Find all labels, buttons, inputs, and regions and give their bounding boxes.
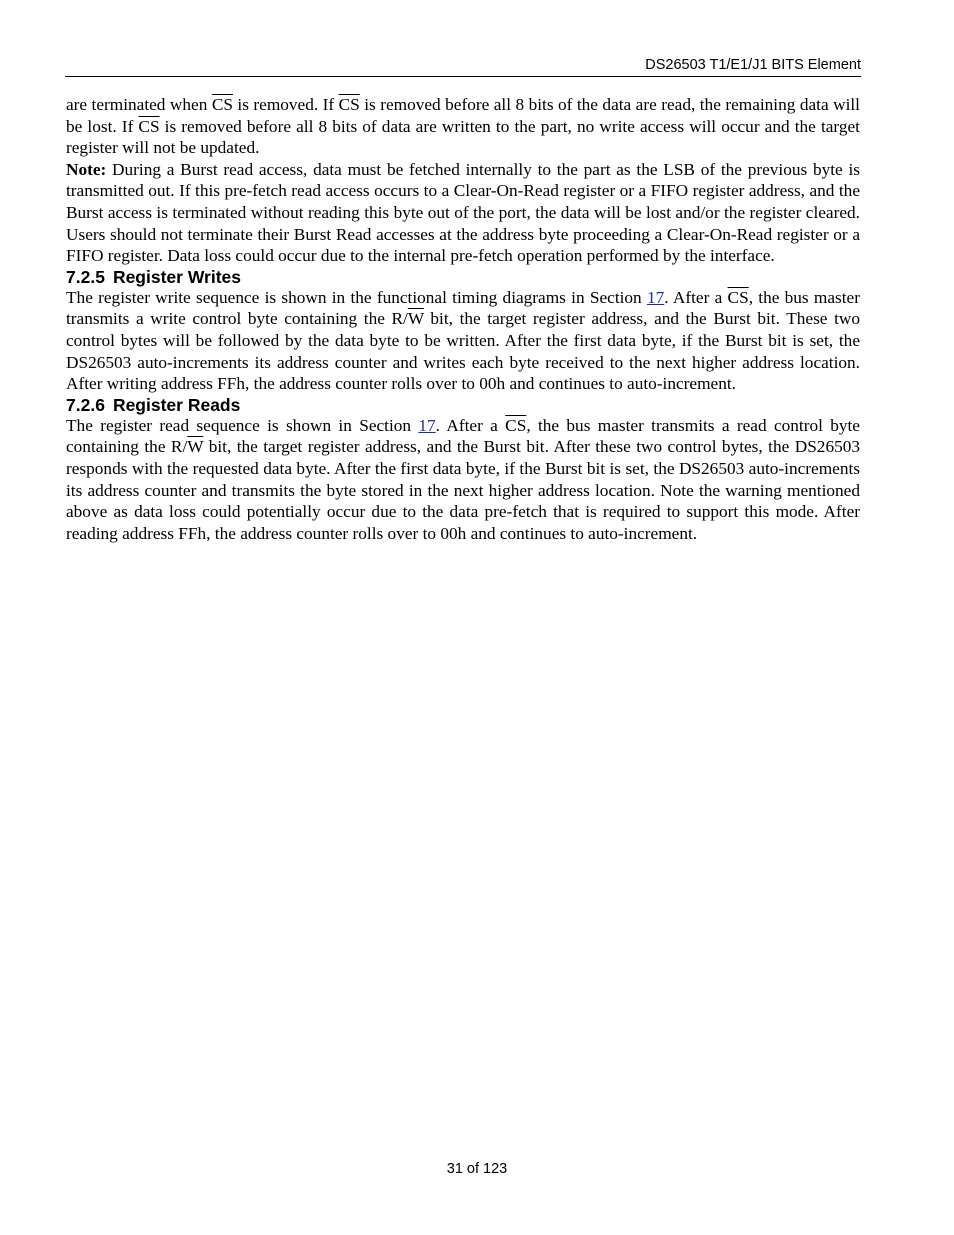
paragraph-register-reads: The register read sequence is shown in Section 17. After a $\overline{CS}$, the bus master transmits a read control byte containing the $R/\overline{W}$ bit, the target register address, and the Burst bit. After these two control bytes, the DS26503 responds with the requested data byte. After the first data byte, if the Burst bit is set, the DS26503 auto-increments its address counter and transmits the byte stored in the next higher address location. Note the warning mentioned above as data loss could potentially occur due to the data pre-fetch that is required to support this mode. After reading address FFh, the address counter rolls over to 00h and continues to auto-increment.	[66, 415, 861, 543]
cs-overline: $\overline{CS}$	[505, 415, 527, 435]
paragraph-register-writes: The register write sequence is shown in the functional timing diagrams in Section 17. After a $\overline{CS}$, the bus master transmits a write control byte containing the $R/\overline{W}$ bit, the target register address, and the Burst bit. These two control bytes will be followed by the data byte to be written. After the first data byte, if the Burst bit is set, the DS26503 auto-increments its address counter and writes each byte received to the next higher address location. After writing address FFh, the address counter rolls over to 00h and continues to auto-increment.	[66, 287, 860, 394]
heading-register-writes	[66, 267, 860, 287]
cs-overline: $\overline{CS}$	[727, 287, 749, 307]
cs-overline: $\overline{CS}$	[211, 95, 233, 114]
cs-overline: $\overline{CS}$	[138, 116, 160, 136]
note-label: Note:	[66, 159, 107, 179]
section-title: Register Reads	[112, 394, 241, 415]
paragraph-cs-termination: are terminated when $\overline{CS}$ is removed. If $\overline{CS}$ is removed before all 8 bits of the data are read, the remaining data will be lost. If $\overline{CS}$ is removed before all 8 bits of data are written to the part, no write access will occur and the target register will not be updated.	[66, 95, 860, 158]
section-17-link[interactable]: 17	[418, 415, 436, 435]
paragraph-note: Note: During a Burst read access, data must be fetched internally to the part as the LSB of the previous byte is transmitted out. If this pre-fetch read access occurs to a Clear-On-Read register or a FIFO register address, and the Burst access is terminated without reading this byte out of the port, the data will be lost and/or the register cleared. Users should not terminate their Burst Read accesses at the address byte proceeding a Clear-On-Read register or a FIFO register. Data loss could occur due to the internal pre-fetch operation performed by the interface.	[66, 159, 860, 266]
page-content	[66, 94, 860, 544]
page-number: 31 of 123	[446, 1161, 508, 1177]
w-overline: $\overline{W}$	[407, 309, 424, 329]
page-header	[65, 56, 861, 77]
w-overline: $\overline{W}$	[187, 437, 204, 457]
section-title: Register Writes	[112, 266, 241, 287]
section-17-link[interactable]: 17	[646, 287, 665, 307]
page-footer	[0, 1160, 954, 1178]
section-number: 7.2.6	[66, 394, 105, 415]
cs-overline: $\overline{CS}$	[338, 95, 360, 114]
section-number: 7.2.5	[66, 266, 105, 287]
heading-register-reads	[66, 395, 860, 415]
document-title: DS26503 T1/E1/J1 BITS Element	[645, 57, 861, 73]
